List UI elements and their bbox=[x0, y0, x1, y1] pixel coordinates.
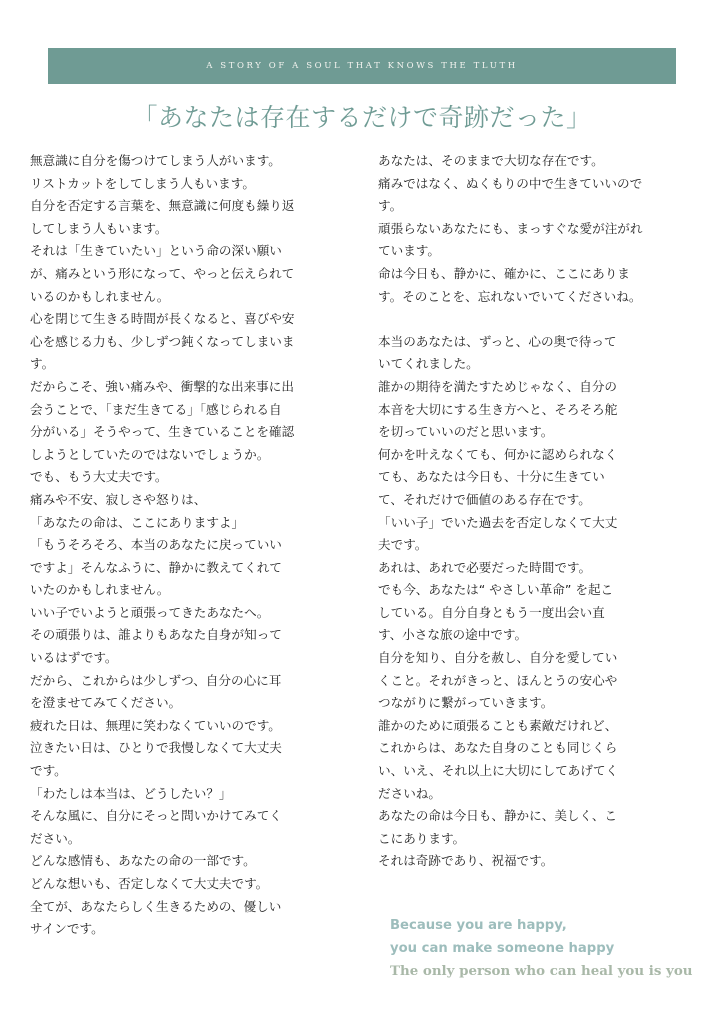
text-line: でも、もう大丈夫です。 bbox=[30, 469, 168, 485]
text-line: 「いい子」でいた過去を否定しなくて大丈 bbox=[378, 514, 618, 530]
left-text-column bbox=[30, 150, 368, 941]
text-line: でも今、あなたは“ やさしい革命” を起こ bbox=[378, 582, 614, 598]
text-line: それは「生きていたい」という命の深い願い bbox=[30, 243, 282, 259]
text-line: 会うことで、「まだ生きてる」「感じられる自 bbox=[30, 401, 282, 417]
text-line: いてくれました。 bbox=[378, 356, 479, 372]
text-line: す。そのことを、忘れないでいてくださいね。 bbox=[378, 288, 642, 304]
text-line: あなたは、そのままで大切な存在です。 bbox=[378, 153, 604, 168]
text-line: ださいね。 bbox=[378, 785, 441, 801]
text-line: これからは、あなた自身のことも同じくら bbox=[378, 740, 618, 756]
text-line: ださい。 bbox=[30, 830, 81, 846]
text-line: す。 bbox=[30, 356, 55, 372]
page-title: 「あなたは存在するだけで奇跡だった」 bbox=[132, 103, 592, 132]
text-line: す。 bbox=[378, 198, 403, 214]
text-line: いるのかもしれません。 bbox=[30, 288, 170, 304]
text-line: 本当のあなたは、ずっと、心の奥で待って bbox=[378, 333, 617, 349]
quote-line-2: you can make someone happy bbox=[390, 941, 615, 956]
text-line: 疲れた日は、無理に笑わなくていいのです。 bbox=[30, 717, 281, 733]
text-line: あれは、あれで必要だった時間です。 bbox=[378, 559, 592, 575]
text-line: 何かを叶えなくても、何かに認められなく bbox=[378, 446, 618, 462]
text-line: いたのかもしれません。 bbox=[30, 582, 170, 598]
text-line: いるはずです。 bbox=[30, 650, 118, 666]
banner-text: A STORY OF A SOUL THAT KNOWS THE TLUTH bbox=[206, 61, 518, 71]
text-line: どんな感情も、あなたの命の一部です。 bbox=[30, 853, 256, 869]
text-line: しようとしていたのではないでしょうか。 bbox=[30, 446, 270, 462]
text-line: 痛みではなく、ぬくもりの中で生きていいので bbox=[378, 175, 643, 191]
text-line: 本音を大切にする生き方へと、そろそろ舵 bbox=[378, 401, 618, 417]
text-line: 全てが、あなたらしく生きるための、優しい bbox=[30, 898, 282, 914]
text-line: 心を感じる力も、少しずつ鈍くなってしまいま bbox=[30, 333, 295, 349]
quote-line-1: Because you are happy, bbox=[390, 918, 567, 933]
text-line: その頑張りは、誰よりもあなた自身が知って bbox=[30, 627, 282, 643]
text-line: あなたの命は今日も、静かに、美しく、こ bbox=[378, 808, 618, 824]
text-line: している。自分自身ともう一度出会い直 bbox=[378, 604, 605, 620]
text-line: い、いえ、それ以上に大切にしてあげてく bbox=[378, 763, 619, 779]
text-line: 痛みや不安、寂しさや怒りは、 bbox=[30, 491, 207, 507]
text-line: 自分を否定する言葉を、無意識に何度も繰り返 bbox=[30, 198, 295, 214]
text-line: 泣きたい日は、ひとりで我慢しなくて大丈夫 bbox=[30, 740, 282, 756]
quote-line-3: The only person who can heal you is you bbox=[390, 963, 693, 979]
right-text-column bbox=[378, 150, 698, 873]
text-line: です。 bbox=[30, 763, 67, 779]
text-line: 「わたしは本当は、どうしたい？」 bbox=[30, 785, 232, 801]
text-line: を切っていいのだと思います。 bbox=[378, 424, 554, 440]
text-line: リストカットをしてしまう人もいます。 bbox=[30, 175, 255, 191]
text-line: だからこそ、強い痛みや、衝撃的な出来事に出 bbox=[30, 378, 294, 394]
text-line: ですよ」そんなふうに、静かに教えてくれて bbox=[30, 559, 282, 575]
text-line: が、痛みという形になって、やっと伝えられて bbox=[30, 265, 295, 281]
text-line: 頑張らないあなたにも、まっすぐな愛が注がれ bbox=[378, 220, 643, 236]
text-line: 誰かのために頑張ることも素敵だけれど、 bbox=[378, 717, 618, 733]
text-line: こにあります。 bbox=[378, 830, 466, 846]
text-line: つながりに繋がっていきます。 bbox=[378, 695, 554, 711]
text-line: 無意識に自分を傷つけてしまう人がいます。 bbox=[30, 153, 281, 168]
text-line: 「あなたの命は、ここにありますよ」 bbox=[30, 514, 245, 530]
text-line: 分がいる」そうやって、生きていることを確認 bbox=[30, 424, 295, 440]
text-line: そんな風に、自分にそっと問いかけてみてく bbox=[30, 808, 282, 824]
text-line: 「もうそろそろ、本当のあなたに戻っていい bbox=[30, 537, 282, 553]
text-line: 命は今日も、静かに、確かに、ここにありま bbox=[378, 265, 630, 281]
text-line: す、小さな旅の途中です。 bbox=[378, 627, 528, 643]
text-line: ています。 bbox=[378, 243, 440, 259]
header-banner bbox=[48, 48, 676, 84]
text-line: て、それだけで価値のある存在です。 bbox=[378, 491, 591, 507]
text-line: 夫です。 bbox=[378, 537, 428, 553]
text-line: サインです。 bbox=[30, 921, 104, 937]
footer-quotes bbox=[390, 914, 693, 983]
text-line: ても、あなたは今日も、十分に生きてい bbox=[378, 469, 605, 485]
text-line: 自分を知り、自分を赦し、自分を愛してい bbox=[378, 650, 618, 666]
text-line: それは奇跡であり、祝福です。 bbox=[378, 853, 554, 869]
text-line: してしまう人もいます。 bbox=[30, 220, 168, 236]
text-line: 心を閉じて生きる時間が長くなると、喜びや安 bbox=[30, 311, 295, 327]
text-line: いい子でいようと頑張ってきたあなたへ。 bbox=[30, 604, 270, 620]
text-line: くこと。それがきっと、ほんとうの安心や bbox=[378, 672, 618, 688]
paragraph-gap bbox=[378, 308, 698, 331]
text-line: を澄ませてみてください。 bbox=[30, 695, 182, 711]
text-line: だから、これからは少しずつ、自分の心に耳 bbox=[30, 672, 282, 688]
text-line: 誰かの期待を満たすためじゃなく、自分の bbox=[378, 378, 618, 394]
text-line: どんな想いも、否定しなくて大丈夫です。 bbox=[30, 876, 269, 891]
